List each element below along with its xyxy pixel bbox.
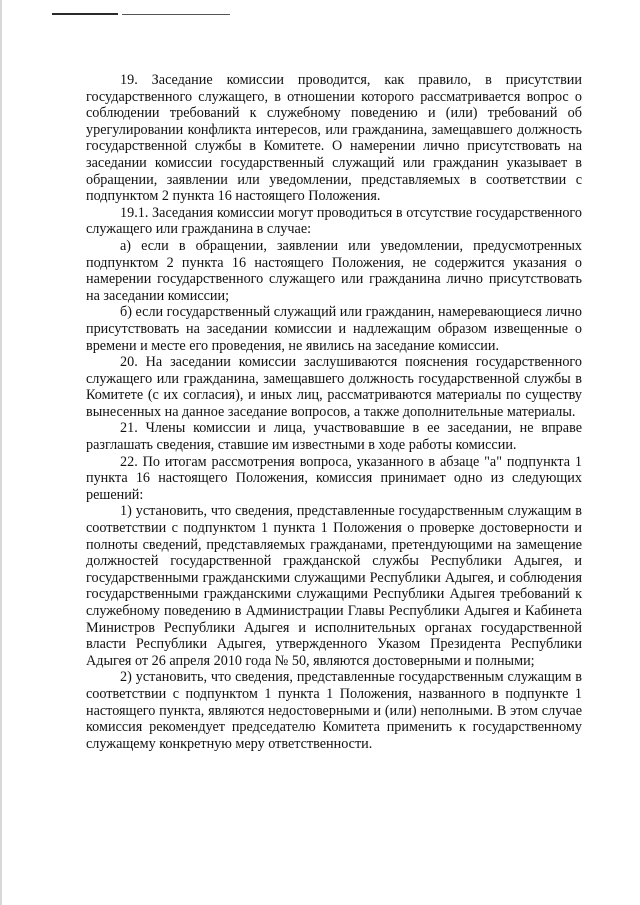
paragraph-19-1-b: б) если государственный служащий или гражданин, намеревающиеся лично присутствовать на заседании комиссии и надлежащим образом извещенные о времени и месте его проведения, не явились на заседание комиссии.: [86, 304, 583, 354]
scan-mark: [122, 14, 230, 15]
paragraph-19-1: 19.1. Заседания комиссии могут проводиться в отсутствие государственного служащего или гражданина в случае:: [86, 204, 582, 238]
paragraph-21: 21. Члены комиссии и лица, участвовавшие в ее заседании, не вправе разглашать сведения, ставшие им известными в ходе работы комиссии.: [86, 420, 582, 454]
document-body: [86, 72, 582, 752]
scan-mark: [52, 13, 118, 15]
paragraph-19-1-a: а) если в обращении, заявлении или уведомлении, предусмотренных подпунктом 2 пункта 16 настоящего Положения, не содержится указания о намерении государственного служащего или гражданина лично присутствовать на заседании комиссии;: [86, 237, 582, 304]
page-edge: [0, 0, 2, 905]
paragraph-22-2: 2) установить, что сведения, представленные государственным служащим в соответствии с подпунктом 1 пункта 1 Положения, названного в подпункте 1 настоящего пункта, являются недостоверными и (или) неполными. В этом случае комиссия рекомендует председателю Комитета применить к государственному служащему конкретную меру ответственности.: [86, 669, 582, 752]
paragraph-22-1: 1) установить, что сведения, представленные государственным служащим в соответствии с подпунктом 1 пункта 1 Положения о проверке достоверности и полноты сведений, представляемых гражданами, претендующими на замещение должностей государственной гражданской службы Республики Адыгея, и государственными гражданскими служащими Республики Адыгея, и соблюдения государственными гражданскими служащими Республики Адыгея требований к служебному поведению в Администрации Главы Республики Адыгея и Кабинета Министров Республики Адыгея и исполнительных органах государственной власти Республики Адыгея, утвержденного Указом Президента Республики Адыгея от 26 апреля 2010 года № 50, являются достоверными и полными;: [86, 503, 582, 669]
paragraph-20: 20. На заседании комиссии заслушиваются пояснения государственного служащего или гражданина, замещавшего должность государственной службы в Комитете (с их согласия), и иных лиц, рассматриваются материалы по существу вынесенных на данное заседание вопросов, а также дополнительные материалы.: [86, 354, 582, 420]
paragraph-22: 22. По итогам рассмотрения вопроса, указанного в абзаце "а" подпункта 1 пункта 16 настоящего Положения, комиссия принимает одно из следующих решений:: [86, 453, 582, 503]
paragraph-19: 19. Заседание комиссии проводится, как правило, в присутствии государственного служащего, в отношении которого рассматривается вопрос о соблюдении требований к служебному поведению и (или) требований об урегулировании конфликта интересов, или гражданина, замещавшего должность государственной службы в Комитете. О намерении лично присутствовать на заседании комиссии государственный служащий или гражданин указывает в обращении, заявлении или уведомлении, представляемых в соответствии с подпунктом 2 пункта 16 настоящего Положения.: [86, 72, 582, 205]
